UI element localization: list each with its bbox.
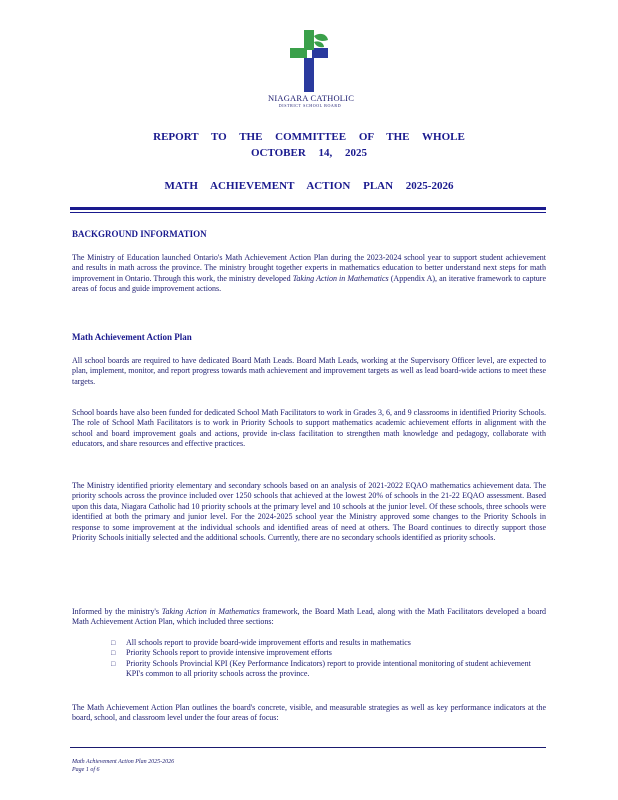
footer-title: Math Achievement Action Plan 2025-2026 [72, 759, 175, 765]
plan-paragraph-1: All school boards are required to have dedicated Board Math Leads. Board Math Leads, working at the Supervisory Officer level, are expected to plan, implement, monitor, and report progress towards math achievement and improvement targets as well as lead board-wide actions to meet these targets. [72, 356, 546, 386]
footer-rule [70, 747, 546, 748]
report-title-line1: REPORT TO THE COMMITTEE OF THE WHOLE [153, 131, 465, 143]
bg-framework-title: Taking Action in Mathematics [292, 273, 389, 283]
bullet-icon: □ [111, 659, 116, 668]
plan4-framework-title: Taking Action in Mathematics [161, 607, 260, 616]
title-rule-thin [70, 212, 546, 213]
title-rule-thick [70, 207, 546, 210]
cross-logo-icon [290, 30, 330, 92]
page-number: Page 1 of 6 [72, 767, 100, 773]
plan4-text-part2: framework, the Board Math Lead, along with the Math Facilitators developed a board Math Achievement Action Plan, which included three sections: [72, 607, 546, 627]
list-item: □ Priority Schools report to provide intensive improvement efforts [111, 648, 332, 658]
sections-list [111, 638, 541, 680]
bg-text-part1: The Ministry of Education launched Ontario's Math Achievement Action Plan during the 2023-2024 school year to support student achievement and results in math across the province. The ministry brought together experts in mathematics education to better understand next steps for math improvement in Ontario. Through this work, the ministry developed [72, 253, 546, 283]
bullet-icon: □ [111, 639, 116, 647]
bullet-icon: □ [111, 649, 116, 658]
plan-heading: Math Achievement Action Plan [72, 332, 192, 342]
list-item: □ All schools report to provide board-wide improvement efforts and results in mathematics [111, 638, 411, 647]
report-subject: MATH ACHIEVEMENT ACTION PLAN 2025-2026 [164, 180, 454, 192]
background-heading: BACKGROUND INFORMATION [72, 229, 207, 239]
plan-paragraph-5: The Math Achievement Action Plan outlines the board's concrete, visible, and measurable strategies as well as key performance indicators at the board, school, and classroom level under the four areas of focus: [72, 703, 546, 723]
org-subname: DISTRICT SCHOOL BOARD [278, 103, 342, 108]
plan-paragraph-4 [72, 607, 546, 628]
report-date: OCTOBER 14, 2025 [250, 147, 368, 159]
plan-paragraph-2: School boards have also been funded for dedicated School Math Facilitators to work in Grades 3, 6, and 9 classrooms in identified Priority Schools. The role of School Math Facilitators is to work in Priority Schools to support mathematics academic achievement efforts in alignment with the school and board improvement goals and actions, provide in-class facilitation to strengthen math knowledge and pedagogy, collaborate with educators, and share resources and effective practices. [72, 408, 546, 449]
page-footer [72, 758, 174, 774]
org-name: NIAGARA CATHOLIC [268, 93, 355, 103]
plan-paragraph-3: The Ministry identified priority elementary and secondary schools based on an analysis of 2021-2022 EQAO mathematics achievement data. The priority schools across the province included over 1250 schools that achieved at the lowest 20% of schools in the 21-22 EQAO assessment. Based upon this data, Niagara Catholic had 10 priority schools at the primary level and 10 schools at the junior level. Of these schools, three schools were identified at both the primary and junior level. For the 2024-2025 school year the Ministry approved some changes to the Priority Schools in response to some improvement at the individual schools and identified areas of need at others. The Board continues to directly support those Priority Schools initially selected and the additional schools. Currently, there are no secondary schools identified as priority schools. [72, 481, 546, 543]
list-item: □ Priority Schools Provincial KPI (Key Performance Indicators) report to provide intentional monitoring of student achievement KPI's common to all priority schools across the province. [111, 658, 531, 679]
board-logo [268, 30, 355, 110]
plan4-text-part1: Informed by the ministry's [72, 607, 162, 616]
background-paragraph [72, 253, 546, 295]
bg-text-part2: (Appendix A), an iterative framework to capture areas of focus and guide improvement actions. [72, 273, 547, 294]
